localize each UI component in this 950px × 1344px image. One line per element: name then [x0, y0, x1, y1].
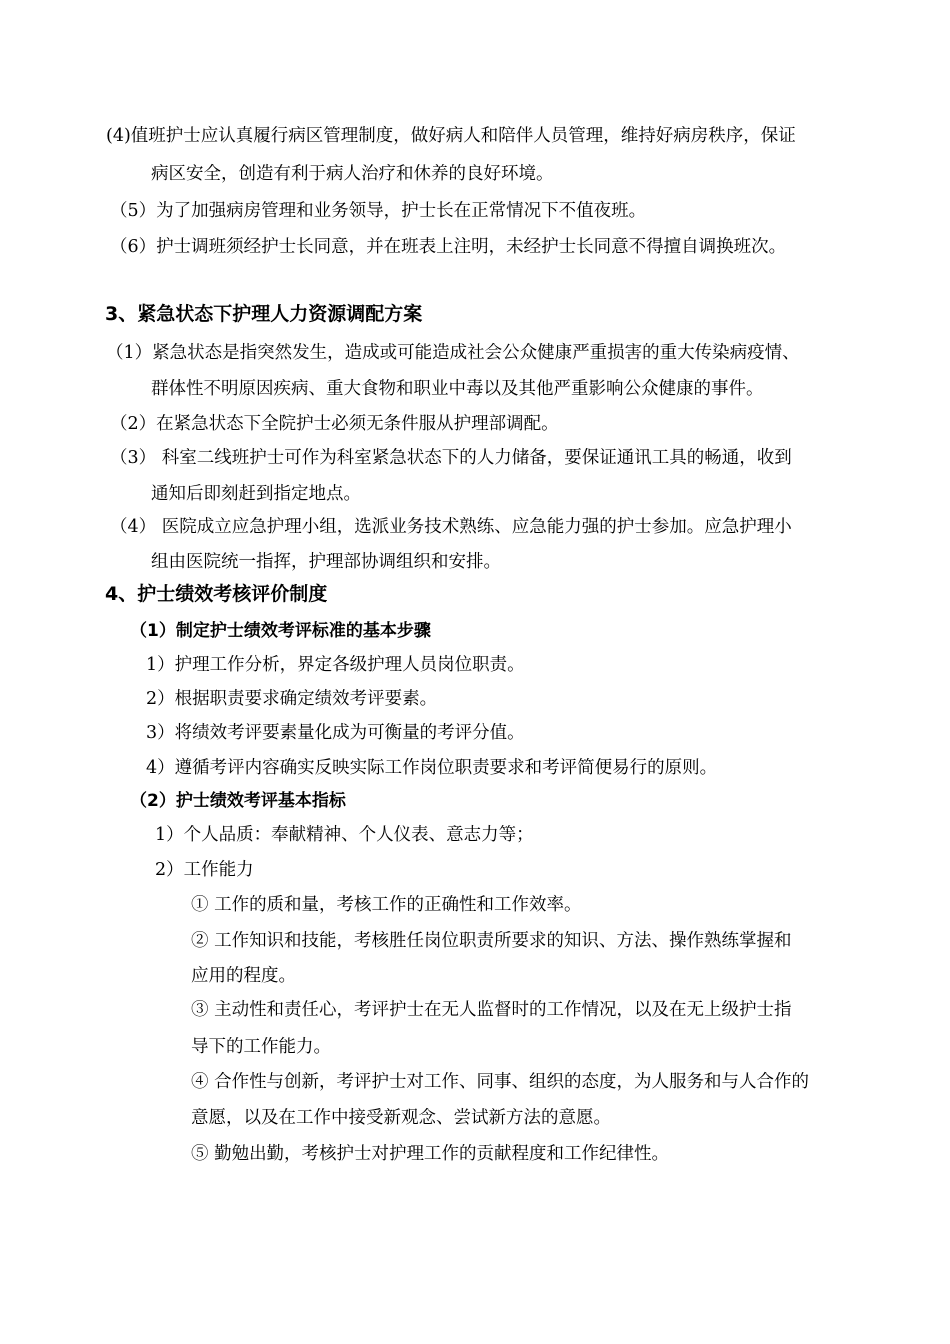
ability-line: ④ 合作性与创新，考评护士对工作、同事、组织的态度，为人服务和与人合作的: [191, 1072, 810, 1092]
ability-line: ③ 主动性和责任心，考评护士在无人监督时的工作情况，以及在无上级护士指: [191, 1000, 792, 1020]
paragraph-line: （1）紧急状态是指突然发生，造成或可能造成社会公众健康严重损害的重大传染病疫情、: [106, 343, 800, 363]
list-item: 2）根据职责要求确定绩效考评要素。: [146, 689, 438, 709]
paragraph-line: 群体性不明原因疾病、重大食物和职业中毒以及其他严重影响公众健康的事件。: [151, 379, 764, 399]
paragraph-line: （4） 医院成立应急护理小组，选派业务技术熟练、应急能力强的护士参加。应急护理小: [110, 517, 792, 537]
paragraph-line: 病区安全，创造有利于病人治疗和休养的良好环境。: [151, 164, 554, 184]
paragraph-line: （3） 科室二线班护士可作为科室紧急状态下的人力储备，要保证通讯工具的畅通，收到: [110, 448, 792, 468]
paragraph-line: 组由医院统一指挥，护理部协调组织和安排。: [151, 552, 501, 572]
subsection-heading: （2）护士绩效考评基本指标: [130, 791, 346, 811]
paragraph-line: 通知后即刻赶到指定地点。: [151, 484, 361, 504]
list-item: 4）遵循考评内容确实反映实际工作岗位职责要求和考评简便易行的原则。: [146, 758, 718, 778]
section-heading: 4、护士绩效考核评价制度: [105, 583, 328, 605]
ability-line: ① 工作的质和量，考核工作的正确性和工作效率。: [191, 895, 582, 915]
list-item: 3）将绩效考评要素量化成为可衡量的考评分值。: [146, 723, 525, 743]
paragraph-line: （5）为了加强病房管理和业务领导，护士长在正常情况下不值夜班。: [110, 201, 647, 221]
list-item: 2）工作能力: [155, 860, 254, 880]
ability-line: ⑤ 勤勉出勤，考核护士对护理工作的贡献程度和工作纪律性。: [191, 1144, 670, 1164]
list-item: 1）个人品质：奉献精神、个人仪表、意志力等；: [155, 825, 534, 845]
ability-line: 应用的程度。: [191, 966, 296, 986]
paragraph-line: （2）在紧急状态下全院护士必须无条件服从护理部调配。: [110, 414, 559, 434]
ability-line: ② 工作知识和技能，考核胜任岗位职责所要求的知识、方法、操作熟练掌握和: [191, 931, 792, 951]
paragraph-line: （6）护士调班须经护士长同意，并在班表上注明，未经护士长同意不得擅自调换班次。: [110, 237, 787, 257]
section-heading: 3、紧急状态下护理人力资源调配方案: [105, 303, 423, 325]
list-item: 1）护理工作分析，界定各级护理人员岗位职责。: [146, 655, 525, 675]
paragraph-line: (4)值班护士应认真履行病区管理制度，做好病人和陪伴人员管理，维持好病房秩序，保证: [106, 126, 796, 146]
subsection-heading: （1）制定护士绩效考评标准的基本步骤: [130, 621, 431, 641]
ability-line: 意愿，以及在工作中接受新观念、尝试新方法的意愿。: [191, 1108, 611, 1128]
ability-line: 导下的工作能力。: [191, 1037, 331, 1057]
